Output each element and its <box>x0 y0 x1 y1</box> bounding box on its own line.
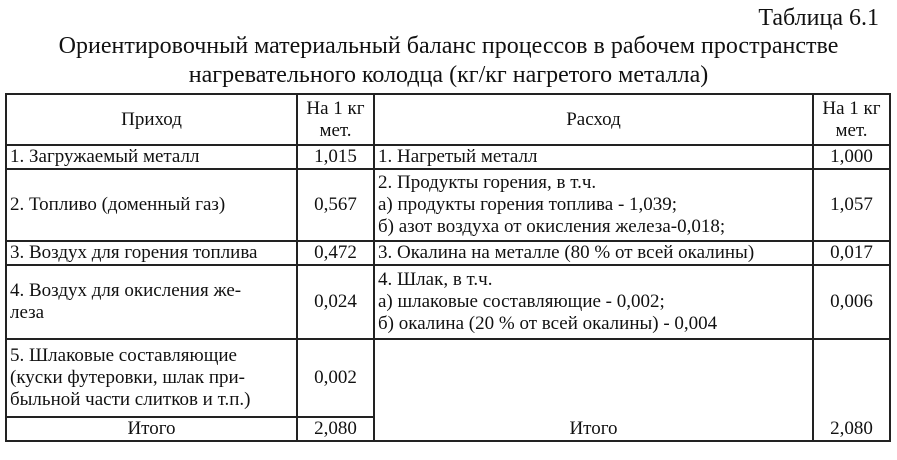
income-label-line: быльной части слитков и т.п.) <box>10 389 251 410</box>
income-total-value: 2,080 <box>297 417 374 441</box>
income-label-line: 5. Шлаковые составляющие <box>10 345 237 366</box>
header-expense: Расход <box>374 94 813 145</box>
income-label: 1. Загружаемый металл <box>6 145 297 169</box>
income-label: 2. Топливо (доменный газ) <box>6 169 297 241</box>
income-label-line: леза <box>10 302 45 323</box>
header-row <box>6 94 890 145</box>
income-label <box>6 339 297 417</box>
expense-label-line: 2. Продукты горения, в т.ч. <box>378 172 597 193</box>
income-value: 1,015 <box>297 145 374 169</box>
expense-label: 3. Окалина на металле (80 % от всей окалины) <box>374 241 813 265</box>
title-line-1: Ориентировочный материальный баланс процессов в рабочем пространстве <box>58 33 839 59</box>
header-income-unit-line2: мет. <box>319 119 352 141</box>
header-expense-unit-line1: На 1 кг <box>822 97 881 119</box>
expense-label-line: б) окалина (20 % от всей окалины) - 0,004 <box>378 313 718 334</box>
table-row <box>6 169 890 241</box>
income-label-line: (куски футеровки, шлак при- <box>10 367 246 388</box>
expense-total-label: Итого <box>374 339 813 441</box>
table-row <box>6 265 890 339</box>
expense-label-line: а) шлаковые составляющие - 0,002; <box>378 291 665 312</box>
table-row <box>6 339 890 417</box>
table-row <box>6 145 890 169</box>
header-expense-unit-line2: мет. <box>835 119 868 141</box>
table-number: Таблица 6.1 <box>758 5 879 31</box>
header-income: Приход <box>6 94 297 145</box>
header-income-unit-line1: На 1 кг <box>306 97 365 119</box>
header-expense-unit <box>813 94 890 145</box>
table-title <box>0 32 897 90</box>
expense-value: 0,017 <box>813 241 890 265</box>
table-row <box>6 241 890 265</box>
header-income-unit <box>297 94 374 145</box>
income-label <box>6 265 297 339</box>
expense-value: 0,006 <box>813 265 890 339</box>
expense-label-line: б) азот воздуха от окисления железа-0,018; <box>378 216 726 237</box>
income-value: 0,024 <box>297 265 374 339</box>
title-line-2: нагревательного колодца (кг/кг нагретого металла) <box>188 62 709 88</box>
expense-label <box>374 169 813 241</box>
expense-label: 1. Нагретый металл <box>374 145 813 169</box>
expense-label <box>374 265 813 339</box>
income-value: 0,002 <box>297 339 374 417</box>
income-label: 3. Воздух для горения топлива <box>6 241 297 265</box>
expense-value: 1,000 <box>813 145 890 169</box>
expense-value: 1,057 <box>813 169 890 241</box>
expense-label-line: а) продукты горения топлива - 1,039; <box>378 194 678 215</box>
material-balance-table <box>5 93 891 442</box>
expense-label-line: 4. Шлак, в т.ч. <box>378 269 493 290</box>
income-label-line: 4. Воздух для окисления же- <box>10 280 242 301</box>
expense-total-value: 2,080 <box>813 339 890 441</box>
income-total-label: Итого <box>6 417 297 441</box>
income-value: 0,472 <box>297 241 374 265</box>
income-value: 0,567 <box>297 169 374 241</box>
